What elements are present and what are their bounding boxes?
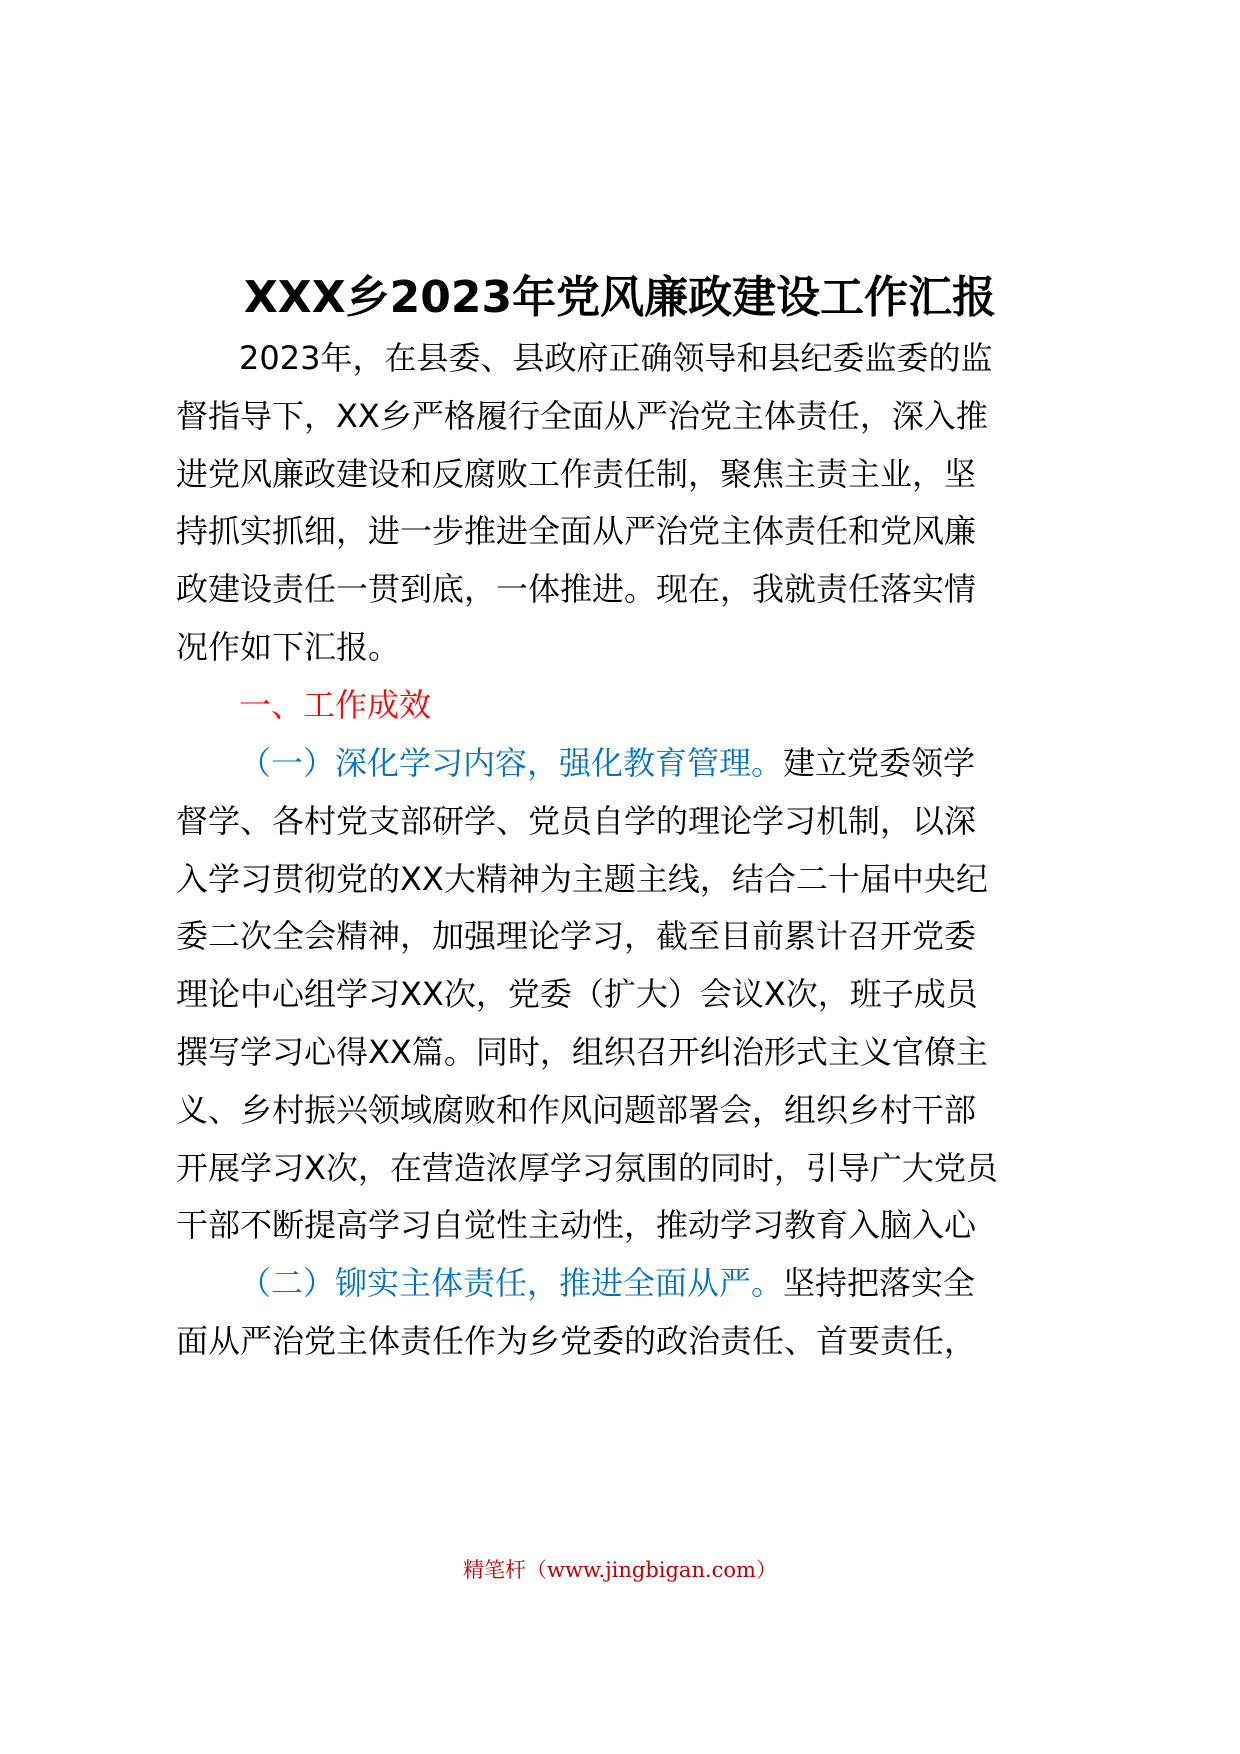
intro-line: 持抓实抓细，进一步推进全面从严治党主体责任和党风廉 (176, 512, 977, 550)
subsection-first-line (239, 1261, 975, 1305)
paragraph-line: 干部不断提高学习自觉性主动性，推动学习教育入脑入心 (176, 1206, 977, 1244)
paragraph-line: 义、乡村振兴领域腐败和作风问题部署会，组织乡村干部 (176, 1091, 977, 1129)
subsection-first-line (239, 741, 975, 785)
paragraph-line: 开展学习X次，在营造浓厚学习氛围的同时，引导广大党员 (176, 1149, 998, 1187)
intro-line: 2023年，在县委、县政府正确领导和县纪委监委的监 (239, 339, 993, 377)
intro-line: 督指导下，XX乡严格履行全面从严治党主体责任，深入推 (176, 397, 988, 435)
footer-watermark: 精笔杆（www.jingbigan.com） (463, 1558, 777, 1582)
paragraph-text: 坚持把落实全 (783, 1264, 976, 1302)
intro-line: 进党风廉政建设和反腐败工作责任制，聚焦主责主业，坚 (176, 455, 977, 493)
paragraph-line: 撰写学习心得XX篇。同时，组织召开纠治形式主义官僚主 (176, 1033, 988, 1071)
section-heading: 一、工作成效 (239, 686, 432, 724)
intro-line: 况作如下汇报。 (176, 628, 401, 666)
paragraph-text: 建立党委领学 (783, 744, 976, 782)
paragraph-line: 面从严治党主体责任作为乡党委的政治责任、首要责任， (176, 1322, 977, 1360)
intro-line: 政建设责任一贯到底，一体推进。现在，我就责任落实情 (176, 570, 977, 608)
document-title: XXX乡2023年党风廉政建设工作汇报 (243, 272, 997, 323)
paragraph-line: 入学习贯彻党的XX大精神为主题主线，结合二十届中央纪 (176, 860, 988, 898)
subsection-heading: （一）深化学习内容，强化教育管理。 (239, 744, 784, 782)
paragraph-line: 理论中心组学习XX次，党委（扩大）会议X次，班子成员 (176, 975, 978, 1013)
subsection-heading: （二）铆实主体责任，推进全面从严。 (239, 1264, 784, 1302)
paragraph-line: 委二次全会精神，加强理论学习，截至目前累计召开党委 (176, 917, 977, 955)
paragraph-line: 督学、各村党支部研学、党员自学的理论学习机制，以深 (176, 802, 977, 840)
